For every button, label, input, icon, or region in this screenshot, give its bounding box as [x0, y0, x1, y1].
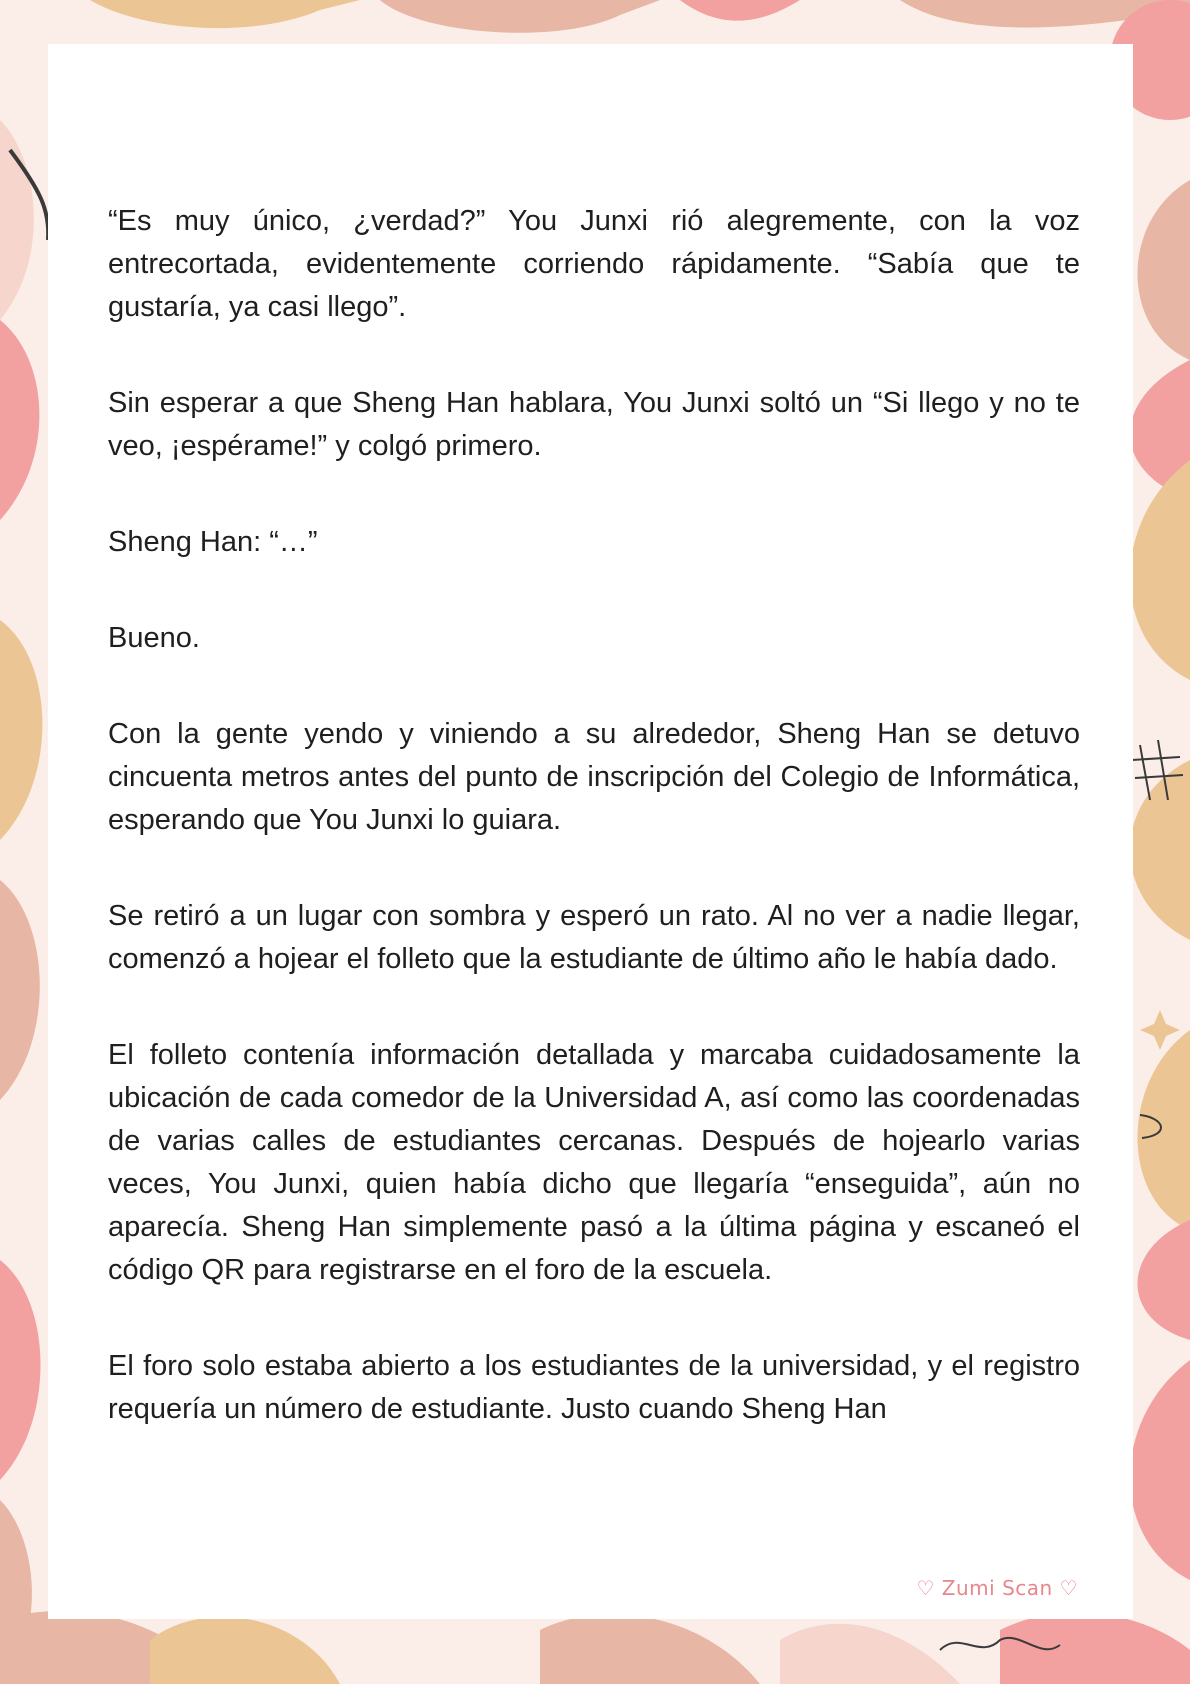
paragraph: El foro solo estaba abierto a los estudiantes de la universidad, y el registro requería un número de estudiante. Justo cuando Sheng Han	[108, 1350, 1080, 1425]
paragraph: Con la gente yendo y viniendo a su alrededor, Sheng Han se detuvo cincuenta metros antes del punto de inscripción del Colegio de Informática, esperando que You Junxi lo guiara.	[108, 718, 1080, 836]
paragraph: Bueno.	[108, 622, 200, 654]
paragraph: El folleto contenía información detallada y marcaba cuidadosamente la ubicación de cada comedor de la Universidad A, así como las coordenadas de varias calles de estudiantes cercanas. Después de hojearlo varias veces, You Junxi, quien había dicho que llegaría “enseguida”, aún no aparecía. Sheng Han simplemente pasó a la última página y escaneó el código QR para registrarse en el foro de la escuela.	[108, 1039, 1080, 1286]
paragraph: Sheng Han: “…”	[108, 526, 318, 558]
paragraph: Sin esperar a que Sheng Han hablara, You Junxi soltó un “Si llego y no te veo, ¡espérame!” y colgó primero.	[108, 387, 1080, 462]
paragraph: Se retiró a un lugar con sombra y esperó un rato. Al no ver a nadie llegar, comenzó a hojear el folleto que la estudiante de último año le había dado.	[108, 900, 1080, 975]
story-text	[108, 200, 1080, 1484]
paragraph: “Es muy único, ¿verdad?” You Junxi rió alegremente, con la voz entrecortada, evidentemente corriendo rápidamente. “Sabía que te gustaría, ya casi llego”.	[108, 205, 1080, 323]
watermark: ♡ Zumi Scan ♡	[916, 1576, 1078, 1600]
